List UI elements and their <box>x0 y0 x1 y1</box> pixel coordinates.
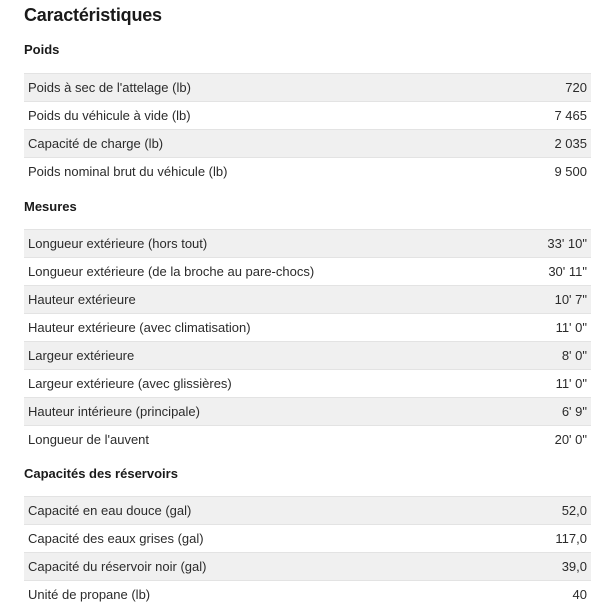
row-value: 30' 11" <box>548 264 587 279</box>
row-label: Capacité du réservoir noir (gal) <box>28 559 207 574</box>
row-label: Longueur extérieure (hors tout) <box>28 236 208 251</box>
row-label: Capacité des eaux grises (gal) <box>28 531 204 546</box>
row-label: Capacité de charge (lb) <box>28 136 164 151</box>
table-row <box>24 313 591 341</box>
table-row <box>24 552 591 580</box>
table-row <box>24 257 591 285</box>
weight-table <box>24 73 591 185</box>
section-title-weight: Poids <box>24 42 60 57</box>
row-label: Poids à sec de l'attelage (lb) <box>28 80 191 95</box>
row-label: Unité de propane (lb) <box>28 587 151 602</box>
row-label: Poids du véhicule à vide (lb) <box>28 108 191 123</box>
table-row <box>24 496 591 524</box>
tank-capacities-table <box>24 496 591 608</box>
table-row <box>24 397 591 425</box>
row-value: 33' 10" <box>547 236 587 251</box>
row-value: 11' 0" <box>555 376 587 391</box>
row-value: 7 465 <box>554 108 587 123</box>
row-label: Capacité en eau douce (gal) <box>28 503 192 518</box>
row-value: 20' 0" <box>554 432 587 447</box>
row-value: 117,0 <box>555 531 587 546</box>
row-label: Largeur extérieure (avec glissières) <box>28 376 232 391</box>
row-label: Hauteur intérieure (principale) <box>28 404 200 419</box>
row-value: 720 <box>565 80 587 95</box>
table-row <box>24 129 591 157</box>
table-row <box>24 73 591 101</box>
row-value: 8' 0" <box>561 348 587 363</box>
row-label: Hauteur extérieure (avec climatisation) <box>28 320 251 335</box>
table-row <box>24 285 591 313</box>
row-label: Hauteur extérieure <box>28 292 136 307</box>
row-value: 10' 7" <box>554 292 587 307</box>
section-title-measurements: Mesures <box>24 199 77 214</box>
table-row <box>24 229 591 257</box>
table-row <box>24 369 591 397</box>
row-label: Longueur extérieure (de la broche au pare-chocs) <box>28 264 315 279</box>
row-value: 9 500 <box>554 164 587 179</box>
row-value: 11' 0" <box>555 320 587 335</box>
table-row <box>24 425 591 453</box>
table-row <box>24 341 591 369</box>
row-value: 6' 9" <box>561 404 587 419</box>
table-row <box>24 157 591 185</box>
page-title: Caractéristiques <box>24 5 162 25</box>
section-title-tank-capacities: Capacités des réservoirs <box>24 466 178 481</box>
row-label: Longueur de l'auvent <box>28 432 150 447</box>
row-label: Largeur extérieure <box>28 348 135 363</box>
measurements-table <box>24 229 591 453</box>
row-value: 40 <box>572 587 587 602</box>
table-row <box>24 524 591 552</box>
row-label: Poids nominal brut du véhicule (lb) <box>28 164 228 179</box>
table-row <box>24 101 591 129</box>
row-value: 52,0 <box>561 503 587 518</box>
table-row <box>24 580 591 608</box>
row-value: 2 035 <box>554 136 587 151</box>
row-value: 39,0 <box>561 559 587 574</box>
